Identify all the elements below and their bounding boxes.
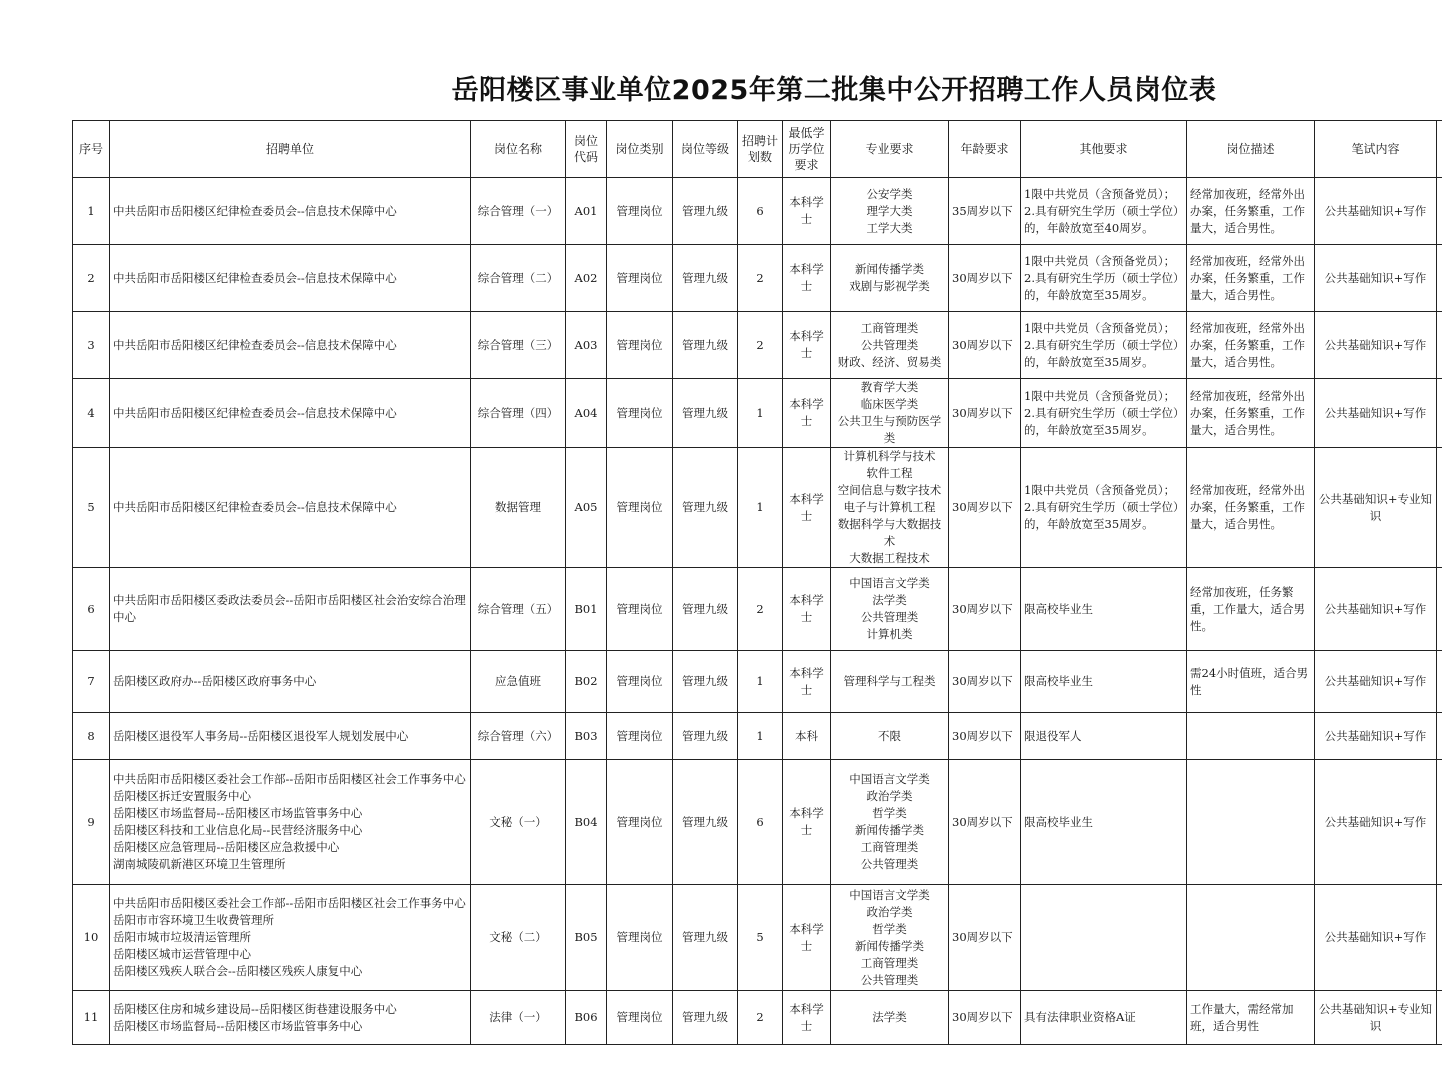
header-row — [73, 121, 1442, 178]
cell-post-name: 综合管理（四） — [471, 379, 566, 448]
cell-edu: 本科学士 — [783, 312, 831, 379]
unit-name: 中共岳阳市岳阳楼区纪律检查委员会--信息技术保障中心 — [113, 337, 397, 352]
cell-desc — [1187, 760, 1315, 885]
header-unit: 招聘单位 — [110, 121, 471, 178]
cell-major — [831, 178, 949, 245]
cell-seq: 3 — [73, 312, 110, 379]
cell-age: 30周岁以下 — [949, 312, 1021, 379]
cell-unit — [110, 760, 471, 885]
cell-post-code: A04 — [566, 379, 607, 448]
cell-desc — [1187, 885, 1315, 991]
cell-post-type: 管理岗位 — [607, 245, 673, 312]
cell-seq: 6 — [73, 568, 110, 651]
cell-post-code: A05 — [566, 448, 607, 568]
cell-post-name: 综合管理（二） — [471, 245, 566, 312]
cell-desc: 经常加夜班，经常外出办案，任务繁重，工作量大，适合男性。 — [1187, 178, 1315, 245]
cell-major — [831, 991, 949, 1045]
cell-other: 限高校毕业生 — [1021, 760, 1187, 885]
major-item: 计算机科学与技术 — [843, 449, 936, 463]
cell-post-type: 管理岗位 — [607, 885, 673, 991]
cell-exam: 公共基础知识+写作 — [1315, 885, 1437, 991]
major-item: 政治学类 — [866, 904, 913, 919]
unit-name: 岳阳楼区市场监督局--岳阳楼区市场监管事务中心 — [113, 1018, 363, 1033]
major-item: 新闻传播学类 — [855, 823, 924, 837]
cell-plan: 2 — [738, 312, 783, 379]
cell-post-code: A01 — [566, 178, 607, 245]
cell-post-name: 文秘（二） — [471, 885, 566, 991]
major-item: 公共管理类 — [860, 610, 919, 624]
cell-cutoff — [1437, 651, 1442, 713]
cell-age: 30周岁以下 — [949, 568, 1021, 651]
cell-age: 35周岁以下 — [949, 178, 1021, 245]
cell-post-type: 管理岗位 — [607, 991, 673, 1045]
major-item: 大数据工程技术 — [849, 551, 930, 565]
major-item: 新闻传播学类 — [855, 938, 924, 953]
major-item: 法学类 — [872, 593, 907, 607]
cell-post-name: 综合管理（一） — [471, 178, 566, 245]
header-age: 年龄要求 — [949, 121, 1021, 178]
cell-post-level: 管理九级 — [673, 448, 738, 568]
table-row — [73, 885, 1442, 991]
cell-plan: 2 — [738, 991, 783, 1045]
unit-name: 岳阳楼区退役军人事务局--岳阳楼区退役军人规划发展中心 — [113, 728, 409, 743]
cell-plan: 6 — [738, 178, 783, 245]
positions-table — [72, 120, 1442, 1045]
cell-other: 1限中共党员（含预备党员）；2.具有研究生学历（硕士学位）的，年龄放宽至35周岁。 — [1021, 379, 1187, 448]
major-item: 工学大类 — [866, 220, 913, 235]
major-item: 哲学类 — [872, 806, 907, 820]
cell-post-level: 管理九级 — [673, 713, 738, 760]
header-edu: 最低学历学位要求 — [783, 121, 831, 178]
unit-name: 中共岳阳市岳阳楼区纪律检查委员会--信息技术保障中心 — [113, 500, 397, 514]
cell-other: 1限中共党员（含预备党员）；2.具有研究生学历（硕士学位）的，年龄放宽至40周岁。 — [1021, 178, 1187, 245]
unit-name: 岳阳楼区残疾人联合会--岳阳楼区残疾人康复中心 — [113, 964, 363, 978]
cell-major — [831, 713, 949, 760]
major-item: 中国语言文学类 — [849, 576, 930, 590]
cell-post-level: 管理九级 — [673, 245, 738, 312]
cell-major — [831, 760, 949, 885]
cell-major — [831, 651, 949, 713]
major-item: 工商管理类 — [860, 320, 919, 335]
cell-unit — [110, 379, 471, 448]
major-item: 公安学类 — [866, 186, 913, 201]
cell-unit — [110, 178, 471, 245]
unit-name: 中共岳阳市岳阳楼区纪律检查委员会--信息技术保障中心 — [113, 270, 397, 285]
cell-unit — [110, 245, 471, 312]
cell-seq: 11 — [73, 991, 110, 1045]
cell-post-level: 管理九级 — [673, 178, 738, 245]
cell-seq: 10 — [73, 885, 110, 991]
header-post-code: 岗位代码 — [566, 121, 607, 178]
major-item: 财政、经济、贸易类 — [837, 354, 942, 369]
cell-desc: 需24小时值班，适合男性 — [1187, 651, 1315, 713]
cell-unit — [110, 568, 471, 651]
header-cutoff — [1437, 121, 1442, 178]
unit-name: 岳阳楼区政府办--岳阳楼区政府事务中心 — [113, 674, 317, 688]
major-item: 公共管理类 — [860, 972, 919, 987]
cell-seq: 5 — [73, 448, 110, 568]
cell-post-level: 管理九级 — [673, 991, 738, 1045]
unit-name: 岳阳楼区市场监督局--岳阳楼区市场监管事务中心 — [113, 806, 363, 820]
header-post-name: 岗位名称 — [471, 121, 566, 178]
header-desc: 岗位描述 — [1187, 121, 1315, 178]
cell-post-code: B03 — [566, 713, 607, 760]
cell-post-name: 综合管理（六） — [471, 713, 566, 760]
cell-plan: 2 — [738, 568, 783, 651]
cell-major — [831, 312, 949, 379]
cell-post-code: B04 — [566, 760, 607, 885]
major-item: 公共管理类 — [860, 857, 919, 871]
cell-plan: 5 — [738, 885, 783, 991]
major-item: 理学大类 — [866, 203, 913, 218]
cell-edu: 本科学士 — [783, 245, 831, 312]
cell-exam: 公共基础知识+写作 — [1315, 178, 1437, 245]
major-item: 教育学大类 — [860, 380, 919, 394]
major-item: 公共管理类 — [860, 337, 919, 352]
cell-major — [831, 885, 949, 991]
cell-age: 30周岁以下 — [949, 651, 1021, 713]
header-post-level: 岗位等级 — [673, 121, 738, 178]
cell-post-name: 数据管理 — [471, 448, 566, 568]
table-row — [73, 651, 1442, 713]
cell-plan: 1 — [738, 448, 783, 568]
header-seq: 序号 — [73, 121, 110, 178]
cell-post-code: B02 — [566, 651, 607, 713]
major-item: 公共卫生与预防医学类 — [837, 414, 942, 445]
unit-name: 岳阳市市容环境卫生收费管理所 — [113, 913, 274, 927]
unit-name: 中共岳阳市岳阳楼区纪律检查委员会--信息技术保障中心 — [113, 203, 397, 218]
page-title: 岳阳楼区事业单位2025年第二批集中公开招聘工作人员岗位表 — [451, 75, 1217, 106]
cell-edu: 本科学士 — [783, 760, 831, 885]
cell-plan: 1 — [738, 713, 783, 760]
cell-desc: 经常加夜班，经常外出办案，任务繁重，工作量大，适合男性。 — [1187, 379, 1315, 448]
cell-edu: 本科学士 — [783, 178, 831, 245]
unit-name: 岳阳楼区科技和工业信息化局--民营经济服务中心 — [113, 823, 363, 837]
cell-major — [831, 448, 949, 568]
cell-other: 限高校毕业生 — [1021, 568, 1187, 651]
cell-post-level: 管理九级 — [673, 760, 738, 885]
cell-edu: 本科学士 — [783, 448, 831, 568]
cell-exam: 公共基础知识+写作 — [1315, 312, 1437, 379]
header-other: 其他要求 — [1021, 121, 1187, 178]
major-item: 哲学类 — [872, 921, 907, 936]
major-item: 中国语言文学类 — [849, 772, 930, 786]
header-plan: 招聘计划数 — [738, 121, 783, 178]
cell-cutoff — [1437, 885, 1442, 991]
cell-cutoff — [1437, 713, 1442, 760]
cell-post-name: 文秘（一） — [471, 760, 566, 885]
cell-major — [831, 379, 949, 448]
cell-cutoff — [1437, 991, 1442, 1045]
cell-post-code: A03 — [566, 312, 607, 379]
table-row — [73, 245, 1442, 312]
cell-plan: 2 — [738, 245, 783, 312]
cell-post-type: 管理岗位 — [607, 568, 673, 651]
cell-exam: 公共基础知识+写作 — [1315, 760, 1437, 885]
cell-age: 30周岁以下 — [949, 448, 1021, 568]
cell-other — [1021, 885, 1187, 991]
cell-cutoff — [1437, 568, 1442, 651]
cell-edu: 本科学士 — [783, 568, 831, 651]
cell-cutoff — [1437, 448, 1442, 568]
major-item: 空间信息与数字技术 — [837, 483, 942, 497]
table-row — [73, 178, 1442, 245]
cell-post-type: 管理岗位 — [607, 178, 673, 245]
cell-plan: 1 — [738, 379, 783, 448]
cell-unit — [110, 885, 471, 991]
cell-seq: 4 — [73, 379, 110, 448]
table-row — [73, 760, 1442, 885]
table-row — [73, 991, 1442, 1045]
cell-edu: 本科学士 — [783, 991, 831, 1045]
major-item: 新闻传播学类 — [855, 262, 924, 276]
major-item: 临床医学类 — [860, 397, 919, 411]
cell-seq: 7 — [73, 651, 110, 713]
cell-unit — [110, 713, 471, 760]
table-row — [73, 379, 1442, 448]
cell-cutoff — [1437, 178, 1442, 245]
cell-post-level: 管理九级 — [673, 568, 738, 651]
cell-seq: 1 — [73, 178, 110, 245]
header-exam: 笔试内容 — [1315, 121, 1437, 178]
cell-age: 30周岁以下 — [949, 760, 1021, 885]
cell-age: 30周岁以下 — [949, 379, 1021, 448]
unit-name: 岳阳楼区城市运营管理中心 — [113, 947, 251, 961]
unit-name: 岳阳楼区拆迁安置服务中心 — [113, 789, 251, 803]
table-row — [73, 312, 1442, 379]
cell-other: 限退役军人 — [1021, 713, 1187, 760]
major-item: 电子与计算机工程 — [843, 500, 936, 514]
unit-name: 中共岳阳市岳阳楼区委政法委员会--岳阳市岳阳楼区社会治安综合治理中心 — [113, 593, 466, 624]
header-post-type: 岗位类别 — [607, 121, 673, 178]
cell-other: 限高校毕业生 — [1021, 651, 1187, 713]
cell-post-level: 管理九级 — [673, 651, 738, 713]
cell-post-name: 综合管理（三） — [471, 312, 566, 379]
cell-other: 1限中共党员（含预备党员）；2.具有研究生学历（硕士学位）的，年龄放宽至35周岁。 — [1021, 312, 1187, 379]
cell-major — [831, 245, 949, 312]
cell-post-type: 管理岗位 — [607, 448, 673, 568]
cell-post-level: 管理九级 — [673, 885, 738, 991]
major-item: 中国语言文学类 — [849, 887, 930, 902]
cell-post-name: 法律（一） — [471, 991, 566, 1045]
cell-plan: 1 — [738, 651, 783, 713]
major-item: 政治学类 — [866, 789, 913, 803]
table-row — [73, 448, 1442, 568]
cell-post-level: 管理九级 — [673, 312, 738, 379]
cell-exam: 公共基础知识+专业知识 — [1315, 448, 1437, 568]
major-item: 管理科学与工程类 — [843, 674, 936, 688]
cell-post-code: B06 — [566, 991, 607, 1045]
unit-name: 中共岳阳市岳阳楼区纪律检查委员会--信息技术保障中心 — [113, 405, 397, 420]
cell-edu: 本科学士 — [783, 885, 831, 991]
major-item: 软件工程 — [866, 466, 913, 480]
cell-edu: 本科学士 — [783, 379, 831, 448]
cell-unit — [110, 991, 471, 1045]
cell-post-type: 管理岗位 — [607, 312, 673, 379]
cell-cutoff — [1437, 379, 1442, 448]
cell-seq: 8 — [73, 713, 110, 760]
cell-age: 30周岁以下 — [949, 713, 1021, 760]
cell-post-level: 管理九级 — [673, 379, 738, 448]
cell-age: 30周岁以下 — [949, 885, 1021, 991]
cell-post-name: 应急值班 — [471, 651, 566, 713]
unit-name: 中共岳阳市岳阳楼区委社会工作部--岳阳市岳阳楼区社会工作事务中心 — [113, 772, 466, 786]
cell-edu: 本科 — [783, 713, 831, 760]
cell-other: 1限中共党员（含预备党员）；2.具有研究生学历（硕士学位）的，年龄放宽至35周岁。 — [1021, 245, 1187, 312]
cell-other: 具有法律职业资格A证 — [1021, 991, 1187, 1045]
cell-exam: 公共基础知识+写作 — [1315, 651, 1437, 713]
unit-name: 岳阳市城市垃圾清运管理所 — [113, 930, 251, 944]
unit-name: 湖南城陵矶新港区环境卫生管理所 — [113, 857, 286, 871]
cell-edu: 本科学士 — [783, 651, 831, 713]
cell-desc: 经常加夜班，任务繁重，工作量大，适合男性。 — [1187, 568, 1315, 651]
cell-post-type: 管理岗位 — [607, 651, 673, 713]
header-major: 专业要求 — [831, 121, 949, 178]
cell-post-code: B05 — [566, 885, 607, 991]
cell-post-code: A02 — [566, 245, 607, 312]
unit-name: 岳阳楼区应急管理局--岳阳楼区应急救援中心 — [113, 840, 340, 854]
cell-plan: 6 — [738, 760, 783, 885]
cell-unit — [110, 651, 471, 713]
cell-cutoff — [1437, 760, 1442, 885]
cell-exam: 公共基础知识+写作 — [1315, 245, 1437, 312]
cell-exam: 公共基础知识+写作 — [1315, 568, 1437, 651]
cell-post-name: 综合管理（五） — [471, 568, 566, 651]
unit-name: 岳阳楼区住房和城乡建设局--岳阳楼区街巷建设服务中心 — [113, 1001, 397, 1016]
cell-other: 1限中共党员（含预备党员）；2.具有研究生学历（硕士学位）的，年龄放宽至35周岁。 — [1021, 448, 1187, 568]
cell-age: 30周岁以下 — [949, 245, 1021, 312]
major-item: 工商管理类 — [860, 840, 919, 854]
cell-major — [831, 568, 949, 651]
cell-age: 30周岁以下 — [949, 991, 1021, 1045]
cell-cutoff — [1437, 245, 1442, 312]
table-row — [73, 713, 1442, 760]
cell-post-code: B01 — [566, 568, 607, 651]
major-item: 工商管理类 — [860, 955, 919, 970]
cell-desc: 经常加夜班，经常外出办案，任务繁重，工作量大，适合男性。 — [1187, 312, 1315, 379]
unit-name: 中共岳阳市岳阳楼区委社会工作部--岳阳市岳阳楼区社会工作事务中心 — [113, 896, 466, 910]
cell-unit — [110, 312, 471, 379]
cell-unit — [110, 448, 471, 568]
cell-post-type: 管理岗位 — [607, 379, 673, 448]
cell-seq: 9 — [73, 760, 110, 885]
cell-seq: 2 — [73, 245, 110, 312]
major-item: 法学类 — [872, 1010, 907, 1024]
cell-desc: 经常加夜班，经常外出办案，任务繁重，工作量大，适合男性。 — [1187, 245, 1315, 312]
cell-desc: 工作量大，需经常加班，适合男性 — [1187, 991, 1315, 1045]
major-item: 戏剧与影视学类 — [849, 279, 930, 293]
major-item: 计算机类 — [866, 627, 913, 641]
major-item: 数据科学与大数据技术 — [837, 517, 942, 548]
table-body — [73, 178, 1442, 1045]
cell-post-type: 管理岗位 — [607, 760, 673, 885]
cell-post-type: 管理岗位 — [607, 713, 673, 760]
cell-desc — [1187, 713, 1315, 760]
cell-exam: 公共基础知识+专业知识 — [1315, 991, 1437, 1045]
cell-exam: 公共基础知识+写作 — [1315, 379, 1437, 448]
cell-desc: 经常加夜班，经常外出办案，任务繁重，工作量大，适合男性。 — [1187, 448, 1315, 568]
cell-exam: 公共基础知识+写作 — [1315, 713, 1437, 760]
table-row — [73, 568, 1442, 651]
cell-cutoff — [1437, 312, 1442, 379]
major-item: 不限 — [878, 728, 901, 743]
